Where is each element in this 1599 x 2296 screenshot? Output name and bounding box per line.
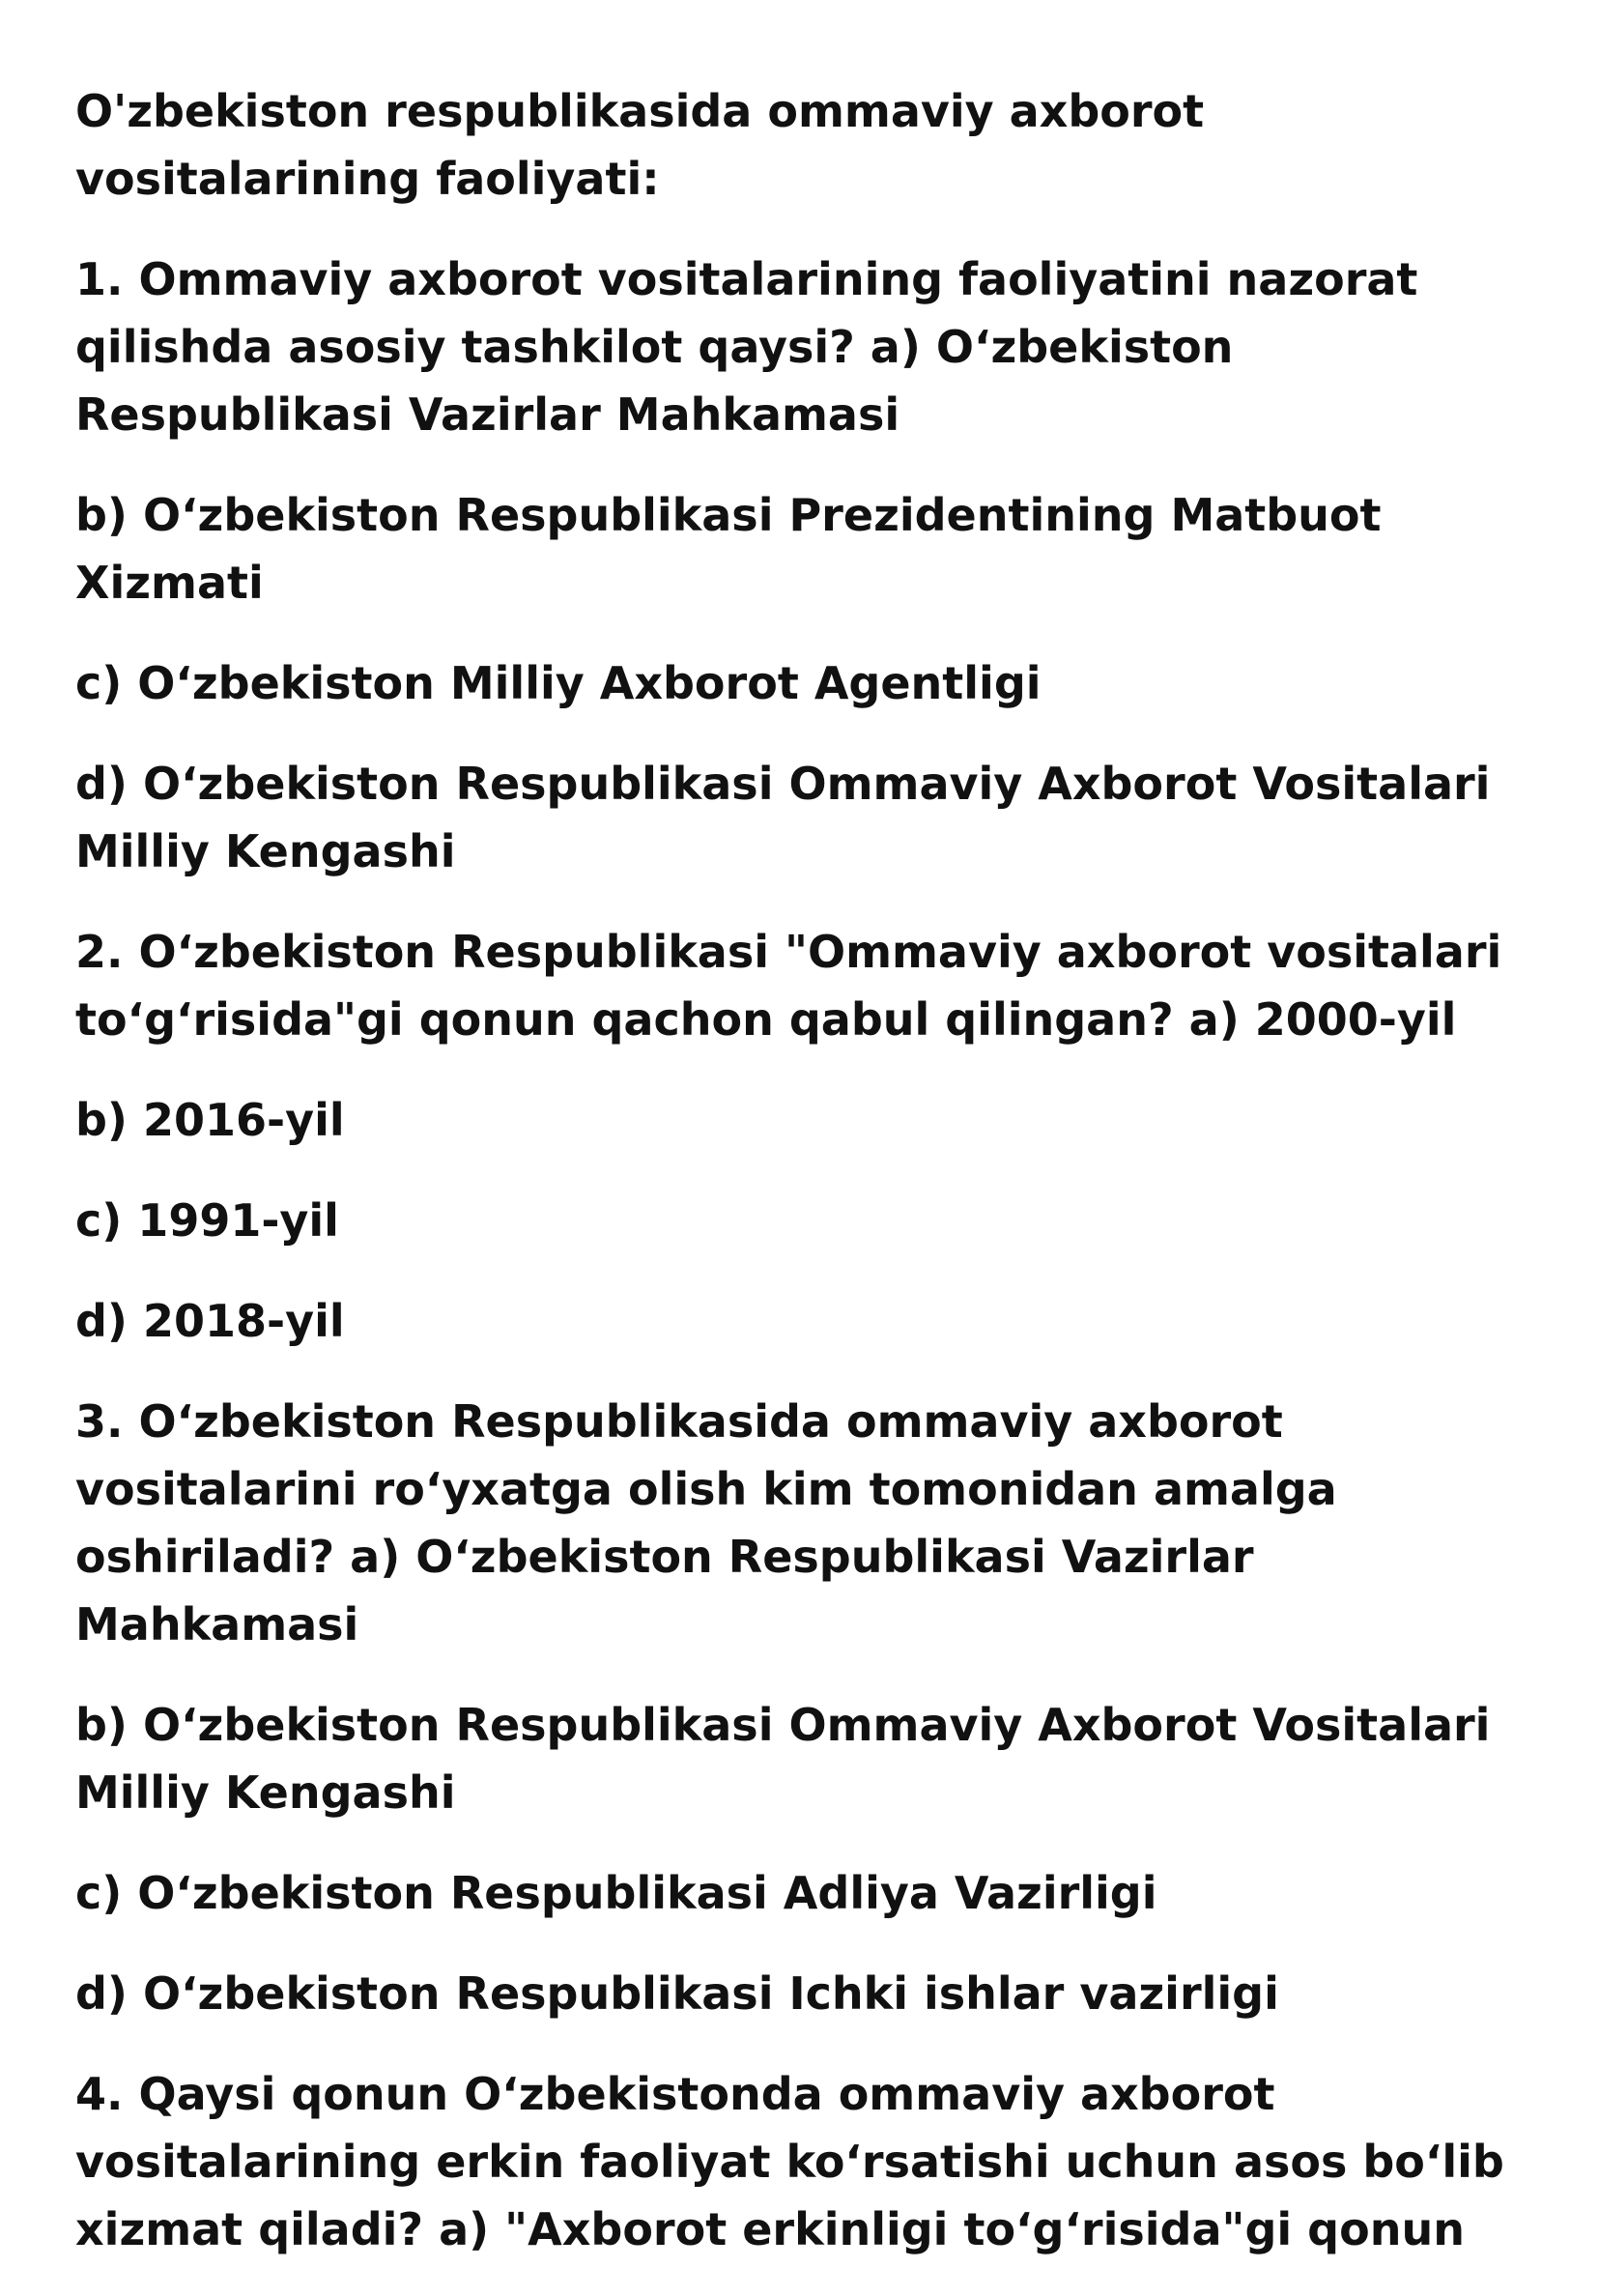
question-3-option-d: d) O‘zbekiston Respublikasi Ichki ishlar vazirligi — [75, 1967, 1279, 2020]
question-3-option-c: c) O‘zbekiston Respublikasi Adliya Vazirligi — [75, 1867, 1157, 1919]
question-1-option-b: b) O‘zbekiston Respublikasi Prezidentining Matbuot Xizmati — [75, 489, 1382, 609]
question-3: 3. O‘zbekiston Respublikasida ommaviy axborot vositalarini ro‘yxatga olish kim tomonidan amalga oshiriladi? a) O‘zbekiston Respublikasi Vazirlar Mahkamasi — [75, 1395, 1337, 1650]
question-2: 2. O‘zbekiston Respublikasi "Ommaviy axborot vositalari to‘g‘risida"gi qonun qachon qabul qilingan? a) 2000-yil — [75, 926, 1502, 1046]
document-page — [75, 77, 1534, 2296]
question-4: 4. Qaysi qonun O‘zbekistonda ommaviy axborot vositalarining erkin faoliyat ko‘rsatishi uchun asos bo‘lib xizmat qiladi? a) "Axborot erkinligi to‘g‘risida"gi qonun — [75, 2068, 1504, 2255]
question-2-option-c: c) 1991-yil — [75, 1194, 339, 1247]
question-1-option-d: d) O‘zbekiston Respublikasi Ommaviy Axborot Vositalari Milliy Kengashi — [75, 758, 1491, 877]
question-3-option-b: b) O‘zbekiston Respublikasi Ommaviy Axborot Vositalari Milliy Kengashi — [75, 1699, 1491, 1819]
question-1: 1. Ommaviy axborot vositalarining faoliyatini nazorat qilishda asosiy tashkilot qaysi? a) O‘zbekiston Respublikasi Vazirlar Mahkamasi — [75, 253, 1418, 441]
question-2-option-d: d) 2018-yil — [75, 1295, 345, 1347]
question-1-option-c: c) O‘zbekiston Milliy Axborot Agentligi — [75, 657, 1042, 709]
question-2-option-b: b) 2016-yil — [75, 1094, 345, 1146]
document-title: O'zbekiston respublikasida ommaviy axborot vositalarining faoliyati: — [75, 85, 1205, 205]
